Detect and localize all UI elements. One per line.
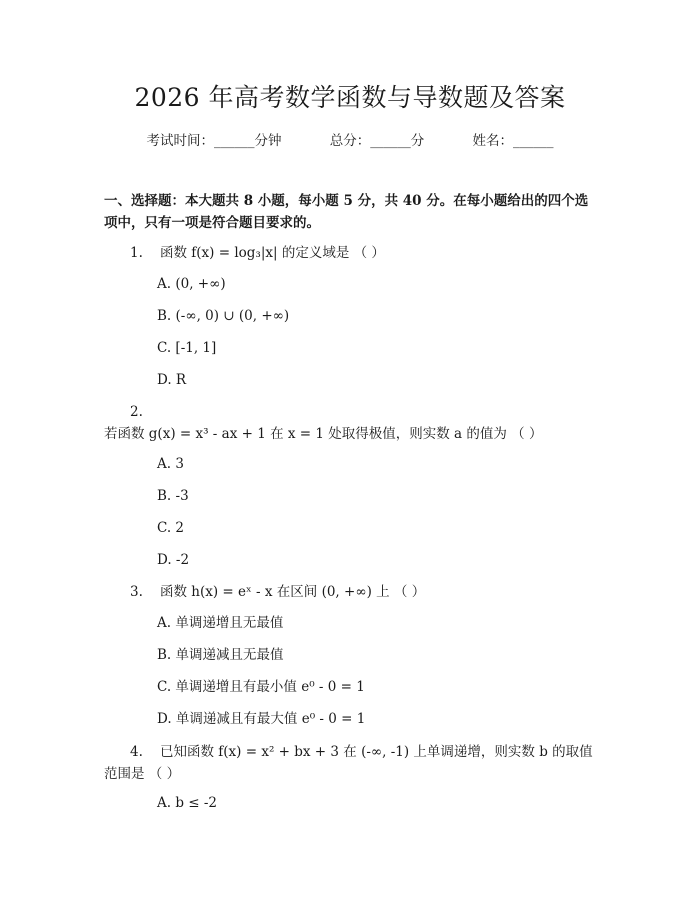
option-2a: A. 3	[157, 456, 184, 472]
question-3	[104, 581, 594, 603]
option-3d: D. 单调递减且有最大值 e⁰ - 0 = 1	[157, 711, 366, 727]
time-field: 考试时间：______分钟	[146, 133, 282, 149]
option-4a: A. b ≤ -2	[157, 795, 218, 811]
question-number: 1.	[130, 245, 143, 261]
score-field: 总分：______分	[329, 133, 425, 149]
option-2b: B. -3	[157, 488, 189, 504]
option-1d: D. R	[157, 372, 187, 388]
section-heading: 一、选择题：本大题共 8 小题，每小题 5 分，共 40 分。在每小题给出的四个选项中，只有一项是符合题目要求的。	[104, 193, 589, 231]
option-3c: C. 单调递增且有最小值 e⁰ - 0 = 1	[157, 679, 365, 695]
question-2	[104, 401, 594, 445]
question-number: 4.	[130, 744, 143, 760]
question-stem: 已知函数 f(x) = x² + bx + 3 在 (-∞, -1) 上单调递增，则实数 b 的取值范围是 （ ）	[104, 744, 593, 782]
question-stem: 函数 h(x) = eˣ - x 在区间 (0, +∞) 上 （ ）	[160, 584, 426, 600]
option-1b: B. (-∞, 0) ∪ (0, +∞)	[157, 308, 290, 324]
name-field: 姓名：______	[472, 133, 554, 149]
option-2c: C. 2	[157, 520, 185, 536]
option-2d: D. -2	[157, 552, 190, 568]
option-1c: C. [-1, 1]	[157, 340, 217, 356]
exam-meta	[0, 131, 700, 151]
option-3b: B. 单调递减且无最值	[157, 647, 284, 663]
option-3a: A. 单调递增且无最值	[157, 615, 284, 631]
option-1a: A. (0, +∞)	[157, 276, 226, 292]
question-4	[104, 741, 594, 785]
question-number: 2.	[130, 404, 143, 420]
page-title: 2026 年高考数学函数与导数题及答案	[134, 83, 566, 112]
question-number: 3.	[130, 584, 143, 600]
question-stem: 函数 f(x) = log₃|x| 的定义域是 （ ）	[160, 245, 385, 261]
question-stem: 若函数 g(x) = x³ - ax + 1 在 x = 1 处取得极值，则实数 a 的值为 （ ）	[104, 426, 543, 442]
question-1	[104, 242, 594, 264]
